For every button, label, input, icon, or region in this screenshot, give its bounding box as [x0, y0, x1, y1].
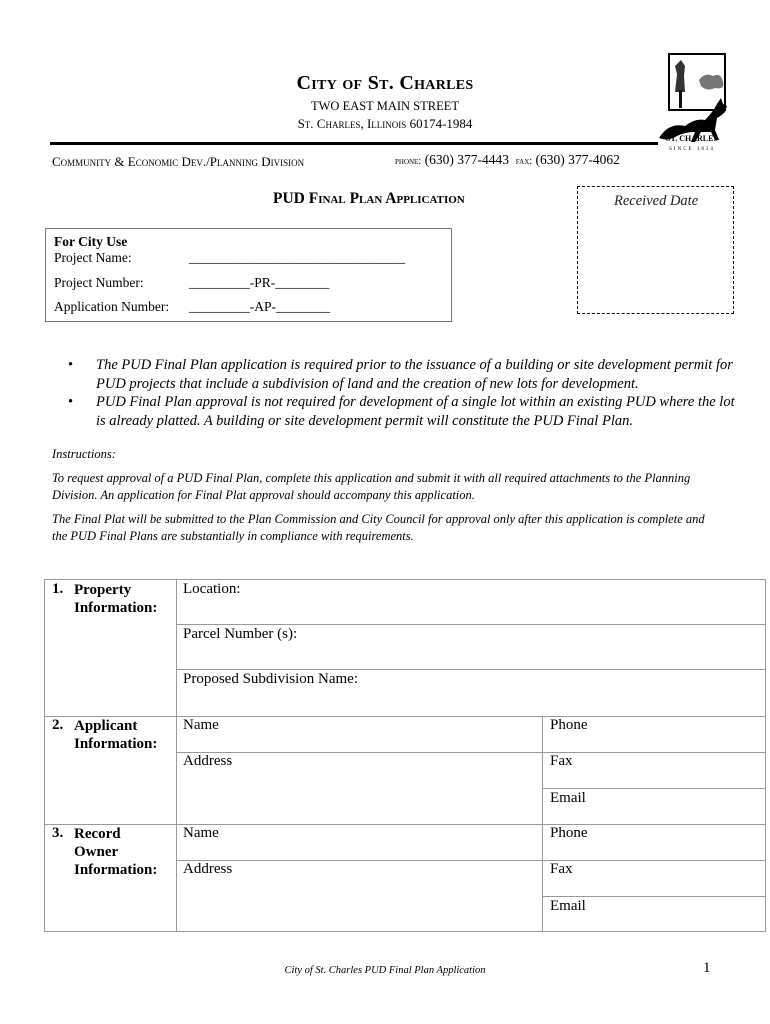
- bullet-icon: •: [68, 394, 74, 410]
- project-number-field[interactable]: _________-PR-________: [189, 275, 330, 290]
- section-1-number: 1.: [52, 581, 64, 597]
- project-name-label: Project Name:: [54, 250, 132, 265]
- applicant-email-field[interactable]: Email: [550, 790, 586, 806]
- project-number-label: Project Number:: [54, 275, 144, 290]
- contact-numbers: [395, 152, 620, 168]
- section-1-heading: Property Information:: [74, 582, 158, 616]
- column-divider: [176, 580, 177, 931]
- fax-label: fax:: [515, 156, 533, 167]
- header-rule: [50, 142, 658, 145]
- applicant-name-field[interactable]: Name: [183, 717, 219, 733]
- row-divider: [176, 669, 765, 670]
- section-2-heading: Applicant Information:: [74, 718, 158, 752]
- row-divider: [176, 752, 765, 753]
- fax-number: (630) 377-4062: [535, 152, 620, 167]
- section-2-number: 2.: [52, 717, 64, 733]
- list-item: • The PUD Final Plan application is required prior to the issuance of a building or site development permit for PUD projects that include a subdivision of land and the creation of new lots for development.: [68, 357, 733, 392]
- applicant-address-field[interactable]: Address: [183, 753, 233, 769]
- city-state: St. Charles, Illinois: [297, 116, 407, 131]
- requirements-list: [68, 356, 740, 430]
- application-table: [44, 579, 766, 932]
- street-address: TWO EAST MAIN STREET: [310, 99, 460, 113]
- city-logo: [655, 52, 730, 152]
- subdivision-name-field[interactable]: Proposed Subdivision Name:: [183, 671, 358, 687]
- project-name-field[interactable]: ________________________________: [189, 250, 405, 265]
- city-use-title: For City Use: [54, 234, 128, 249]
- row-divider: [176, 860, 765, 861]
- page-number: 1: [703, 960, 711, 976]
- city-title: City of St. Charles: [296, 72, 474, 94]
- applicant-phone-field[interactable]: Phone: [550, 717, 588, 733]
- phone-label: phone:: [395, 156, 422, 167]
- instructions-paragraph-2: The Final Plat will be submitted to the Plan Commission and City Council for approval only after this application is complete and the PUD Final Plans are substantially in compliance with requirements.: [52, 512, 705, 543]
- section-3-heading: Record Owner Information:: [74, 826, 158, 878]
- application-number-field[interactable]: _________-AP-________: [189, 299, 330, 314]
- instructions-label: Instructions:: [52, 447, 116, 461]
- owner-name-field[interactable]: Name: [183, 825, 219, 841]
- column-divider: [542, 824, 543, 931]
- page-footer: City of St. Charles PUD Final Plan Application: [284, 965, 486, 976]
- zip-code: 60174-1984: [409, 116, 473, 131]
- instructions-paragraph-1: To request approval of a PUD Final Plan, complete this application and submit it with all required attachments to the Planning Division. An application for Final Plat approval should accompany this application.: [52, 471, 691, 502]
- application-number-label: Application Number:: [54, 299, 170, 314]
- owner-address-field[interactable]: Address: [183, 861, 233, 877]
- phone-number: (630) 377-4443: [424, 152, 510, 167]
- owner-fax-field[interactable]: Fax: [550, 861, 573, 877]
- list-item: • PUD Final Plan approval is not required for development of a single lot within an existing PUD where the lot is already platted. A building or site development permit will constitute the PUD Final Plan.: [68, 394, 735, 429]
- row-divider: [176, 624, 765, 625]
- owner-phone-field[interactable]: Phone: [550, 825, 588, 841]
- row-divider: [542, 896, 765, 897]
- parcel-number-field[interactable]: Parcel Number (s):: [183, 626, 298, 642]
- section-3-number: 3.: [52, 825, 64, 841]
- logo-name: ST. CHARLES: [666, 134, 718, 143]
- applicant-fax-field[interactable]: Fax: [550, 753, 573, 769]
- form-title: PUD Final Plan Application: [273, 190, 465, 207]
- logo-since: SINCE 1834: [669, 147, 715, 152]
- owner-email-field[interactable]: Email: [550, 898, 586, 914]
- fox-and-tree-logo-icon: [655, 52, 730, 152]
- location-field[interactable]: Location:: [183, 581, 241, 597]
- bullet-icon: •: [68, 357, 74, 373]
- received-date-label: Received Date: [614, 193, 699, 209]
- division-name: Community & Economic Dev./Planning Division: [52, 154, 305, 169]
- row-divider: [542, 788, 765, 789]
- column-divider: [542, 716, 543, 824]
